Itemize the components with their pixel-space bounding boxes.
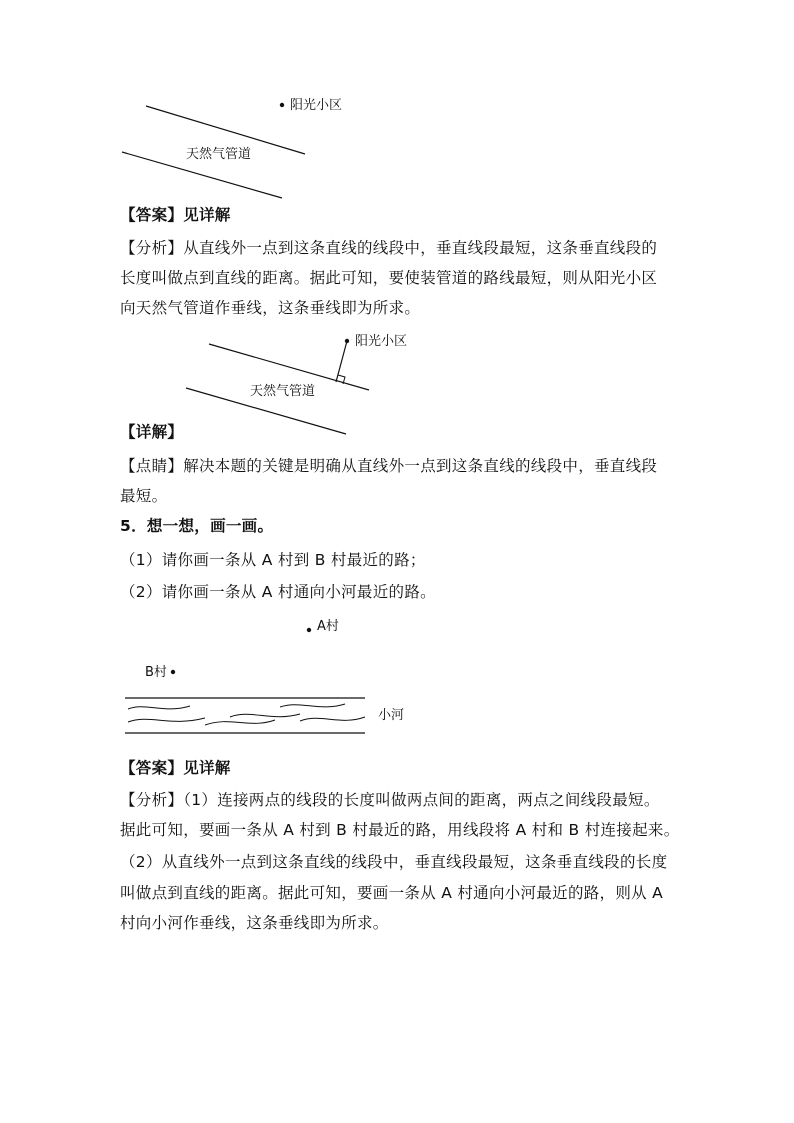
village-b-label: B村 bbox=[145, 665, 167, 680]
q5-sub-1: （1）请你画一条从 A 村到 B 村最近的路； bbox=[120, 551, 426, 569]
q4-analysis-line-1: 【分析】从直线外一点到这条直线的线段中，垂直线段最短，这条垂直线段的 bbox=[120, 239, 658, 257]
gas-pipeline-label: 天然气管道 bbox=[186, 147, 252, 162]
q4-answer: 【答案】见详解 bbox=[120, 206, 231, 224]
q5-answer: 【答案】见详解 bbox=[120, 759, 231, 777]
sunshine-community-label: 阳光小区 bbox=[290, 98, 343, 113]
q4-tip-line-1: 【点睛】解决本题的关键是明确从直线外一点到这条直线的线段中，垂直线段 bbox=[120, 457, 658, 475]
river-label: 小河 bbox=[378, 708, 405, 723]
village-a-point bbox=[307, 628, 311, 632]
q4-tip-line-2: 最短。 bbox=[120, 487, 168, 505]
q5-sub-2: （2）请你画一条从 A 村通向小河最近的路。 bbox=[120, 583, 436, 601]
village-b-point bbox=[171, 670, 175, 674]
river-waves bbox=[128, 704, 365, 725]
q4-detail: 【详解】 bbox=[120, 423, 184, 441]
q5-analysis-line-1: 【分析】（1）连接两点的线段的长度叫做两点间的距离，两点之间线段最短。 bbox=[120, 791, 660, 809]
village-a-label: A村 bbox=[317, 619, 339, 634]
q5-analysis-line-4: 叫做点到直线的距离。据此可知，要画一条从 A 村通向小河最近的路，则从 A bbox=[120, 884, 664, 902]
q5-analysis-line-2: 据此可知，要画一条从 A 村到 B 村最近的路，用线段将 A 村和 B 村连接起来。 bbox=[120, 821, 680, 839]
solution-pipeline-label: 天然气管道 bbox=[250, 384, 316, 399]
q4-analysis-line-3: 向天然气管道作垂线，这条垂线即为所求。 bbox=[120, 299, 421, 317]
q5-title: 5．想一想，画一画。 bbox=[120, 517, 274, 535]
q5-analysis-line-5: 村向小河作垂线，这条垂线即为所求。 bbox=[120, 914, 389, 932]
solution-community-label: 阳光小区 bbox=[355, 334, 408, 349]
q4-analysis-line-2: 长度叫做点到直线的距离。据此可知，要使装管道的路线最短，则从阳光小区 bbox=[120, 269, 658, 287]
q5-analysis-line-3: （2）从直线外一点到这条直线的线段中，垂直线段最短，这条垂直线段的长度 bbox=[120, 853, 668, 871]
